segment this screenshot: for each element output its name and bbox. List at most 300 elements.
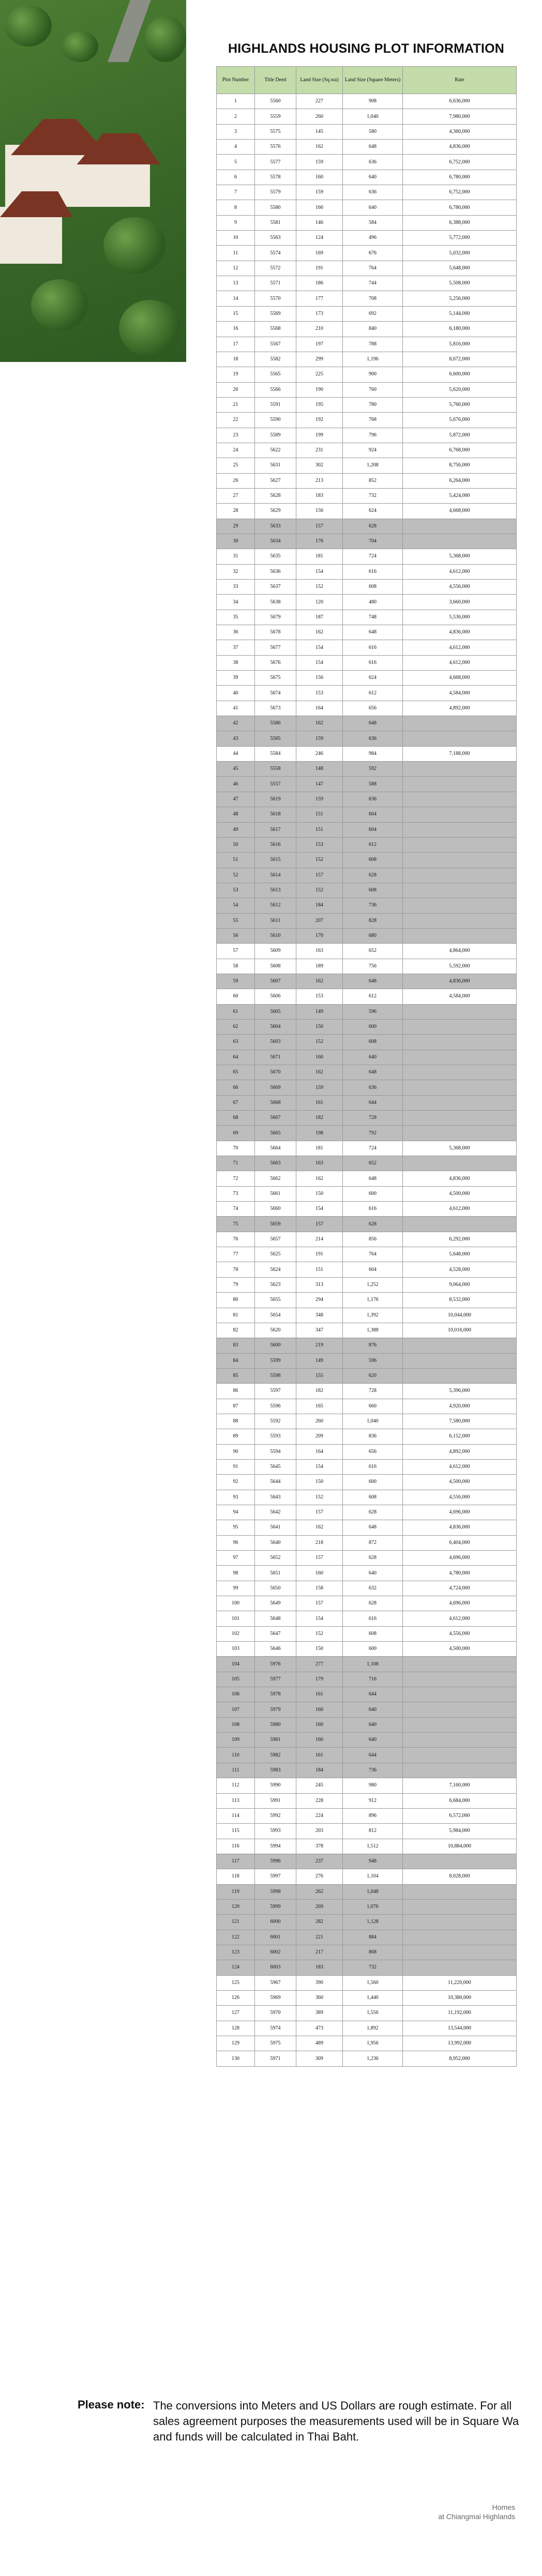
cell-title-deed: 5978: [255, 1687, 296, 1702]
cell-land-size-sqwa: 299: [296, 352, 343, 367]
cell-land-size-sqm: 608: [343, 1626, 403, 1641]
note-label: Please note:: [78, 2398, 145, 2411]
cell-title-deed: 5591: [255, 397, 296, 412]
table-row: [217, 1626, 517, 1641]
table-row: [217, 170, 517, 185]
table-row: [217, 1884, 517, 1899]
header-land-size-sqm: Land Size (Square Meters): [343, 67, 403, 94]
cell-land-size-sqwa: 157: [296, 868, 343, 883]
cell-land-size-sqm: 1,176: [343, 1293, 403, 1308]
cell-rate: 4,696,000: [403, 1596, 517, 1611]
cell-land-size-sqm: 692: [343, 306, 403, 321]
cell-plot-number: 4: [217, 140, 255, 155]
cell-title-deed: 5590: [255, 413, 296, 428]
cell-land-size-sqwa: 162: [296, 1171, 343, 1186]
cell-land-size-sqwa: 282: [296, 1915, 343, 1930]
cell-title-deed: 5623: [255, 1277, 296, 1292]
cell-land-size-sqm: 1,560: [343, 1975, 403, 1990]
cell-rate: 4,836,000: [403, 1520, 517, 1535]
cell-plot-number: 45: [217, 762, 255, 777]
cell-title-deed: 5569: [255, 306, 296, 321]
table-row: [217, 1459, 517, 1474]
cell-rate: [403, 1702, 517, 1717]
cell-title-deed: 5650: [255, 1581, 296, 1596]
cell-land-size-sqm: 628: [343, 1505, 403, 1520]
table-row: [217, 1945, 517, 1960]
cell-plot-number: 95: [217, 1520, 255, 1535]
cell-land-size-sqm: 896: [343, 1808, 403, 1823]
cell-land-size-sqm: 876: [343, 1338, 403, 1353]
cell-title-deed: 5977: [255, 1672, 296, 1687]
cell-land-size-sqwa: 219: [296, 1338, 343, 1353]
table-row: [217, 1217, 517, 1232]
cell-land-size-sqm: 756: [343, 959, 403, 974]
cell-rate: 10,380,000: [403, 1990, 517, 2005]
cell-title-deed: 5651: [255, 1566, 296, 1581]
cell-land-size-sqwa: 378: [296, 1839, 343, 1854]
cell-title-deed: 5668: [255, 1095, 296, 1110]
cell-land-size-sqwa: 152: [296, 883, 343, 898]
cell-plot-number: 123: [217, 1945, 255, 1960]
cell-title-deed: 5638: [255, 595, 296, 610]
cell-land-size-sqwa: 309: [296, 2051, 343, 2066]
table-row: [217, 1733, 517, 1748]
table-row: [217, 1642, 517, 1657]
cell-land-size-sqm: 764: [343, 1247, 403, 1262]
cell-plot-number: 29: [217, 519, 255, 534]
cell-plot-number: 1: [217, 94, 255, 109]
table-row: [217, 1065, 517, 1080]
cell-plot-number: 91: [217, 1459, 255, 1474]
table-row: [217, 1019, 517, 1034]
cell-land-size-sqm: 796: [343, 428, 403, 443]
table-row: [217, 2051, 517, 2066]
cell-land-size-sqwa: 154: [296, 640, 343, 655]
cell-plot-number: 109: [217, 1733, 255, 1748]
table-row: [217, 291, 517, 306]
table-row: [217, 1080, 517, 1095]
cell-land-size-sqm: 748: [343, 610, 403, 625]
cell-land-size-sqwa: 360: [296, 1990, 343, 2005]
cell-land-size-sqwa: 154: [296, 1611, 343, 1626]
cell-land-size-sqm: 648: [343, 625, 403, 640]
footer-line-2: at Chiangmai Highlands: [438, 2512, 515, 2521]
cell-title-deed: 6001: [255, 1930, 296, 1945]
cell-rate: [403, 1080, 517, 1095]
cell-rate: [403, 1050, 517, 1065]
cell-land-size-sqwa: 156: [296, 671, 343, 686]
cell-rate: 4,892,000: [403, 701, 517, 716]
table-row: [217, 276, 517, 291]
table-row: [217, 1035, 517, 1050]
cell-land-size-sqm: 856: [343, 1232, 403, 1247]
cell-land-size-sqwa: 151: [296, 1262, 343, 1277]
cell-land-size-sqm: 496: [343, 231, 403, 246]
cell-land-size-sqm: 612: [343, 686, 403, 701]
cell-plot-number: 82: [217, 1323, 255, 1338]
cell-title-deed: 5581: [255, 215, 296, 230]
table-row: [217, 140, 517, 155]
cell-title-deed: 5570: [255, 291, 296, 306]
cell-title-deed: 5997: [255, 1869, 296, 1884]
cell-land-size-sqwa: 160: [296, 1717, 343, 1732]
table-row: [217, 382, 517, 397]
table-row: [217, 397, 517, 412]
cell-land-size-sqm: 1,388: [343, 1323, 403, 1338]
cell-land-size-sqwa: 169: [296, 246, 343, 261]
cell-land-size-sqwa: 151: [296, 807, 343, 822]
cell-land-size-sqwa: 157: [296, 1217, 343, 1232]
cell-land-size-sqwa: 170: [296, 928, 343, 943]
table-row: [217, 716, 517, 731]
cell-land-size-sqwa: 161: [296, 1687, 343, 1702]
cell-land-size-sqm: 480: [343, 595, 403, 610]
cell-plot-number: 129: [217, 2036, 255, 2051]
cell-rate: [403, 1368, 517, 1383]
cell-land-size-sqm: 636: [343, 185, 403, 200]
cell-plot-number: 114: [217, 1808, 255, 1823]
cell-land-size-sqm: 736: [343, 1763, 403, 1778]
cell-land-size-sqm: 640: [343, 1733, 403, 1748]
cell-land-size-sqwa: 159: [296, 185, 343, 200]
cell-land-size-sqwa: 159: [296, 155, 343, 170]
cell-rate: [403, 1748, 517, 1763]
cell-rate: 4,584,000: [403, 686, 517, 701]
cell-plot-number: 28: [217, 504, 255, 519]
cell-plot-number: 58: [217, 959, 255, 974]
cell-land-size-sqwa: 224: [296, 1808, 343, 1823]
cell-rate: [403, 1338, 517, 1353]
cell-land-size-sqm: 608: [343, 853, 403, 868]
cell-rate: 5,368,000: [403, 549, 517, 564]
cell-rate: 4,892,000: [403, 1444, 517, 1459]
cell-plot-number: 9: [217, 215, 255, 230]
cell-land-size-sqwa: 225: [296, 367, 343, 382]
cell-land-size-sqm: 744: [343, 276, 403, 291]
cell-rate: 4,836,000: [403, 625, 517, 640]
cell-plot-number: 42: [217, 716, 255, 731]
cell-rate: 6,152,000: [403, 1429, 517, 1444]
cell-rate: [403, 807, 517, 822]
cell-plot-number: 48: [217, 807, 255, 822]
cell-land-size-sqwa: 473: [296, 2021, 343, 2036]
cell-rate: 6,752,000: [403, 155, 517, 170]
cell-land-size-sqm: 644: [343, 1095, 403, 1110]
cell-land-size-sqm: 724: [343, 1141, 403, 1156]
cell-title-deed: 5612: [255, 898, 296, 913]
table-row: [217, 580, 517, 595]
cell-rate: 5,256,000: [403, 291, 517, 306]
cell-land-size-sqwa: 231: [296, 443, 343, 458]
table-row: [217, 1141, 517, 1156]
cell-title-deed: 5574: [255, 246, 296, 261]
table-row: [217, 1687, 517, 1702]
cell-land-size-sqwa: 191: [296, 261, 343, 276]
cell-land-size-sqm: 1,108: [343, 1657, 403, 1672]
cell-plot-number: 101: [217, 1611, 255, 1626]
cell-land-size-sqm: 868: [343, 1945, 403, 1960]
table-row: [217, 504, 517, 519]
cell-rate: 6,780,000: [403, 170, 517, 185]
cell-rate: [403, 534, 517, 549]
cell-plot-number: 97: [217, 1551, 255, 1566]
table-row: [217, 1444, 517, 1459]
cell-land-size-sqwa: 162: [296, 1520, 343, 1535]
cell-land-size-sqm: 1,556: [343, 2006, 403, 2021]
cell-land-size-sqm: 640: [343, 1702, 403, 1717]
cell-rate: [403, 1035, 517, 1050]
cell-land-size-sqwa: 191: [296, 1247, 343, 1262]
cell-title-deed: 5617: [255, 822, 296, 837]
cell-rate: 7,188,000: [403, 746, 517, 761]
cell-land-size-sqm: 788: [343, 337, 403, 352]
cell-land-size-sqwa: 120: [296, 595, 343, 610]
cell-rate: 4,556,000: [403, 1490, 517, 1505]
cell-land-size-sqm: 1,392: [343, 1308, 403, 1323]
cell-plot-number: 119: [217, 1884, 255, 1899]
cell-land-size-sqwa: 189: [296, 959, 343, 974]
cell-land-size-sqm: 652: [343, 944, 403, 959]
table-row: [217, 1808, 517, 1823]
cell-land-size-sqwa: 228: [296, 1793, 343, 1808]
cell-title-deed: 5982: [255, 1748, 296, 1763]
cell-title-deed: 5578: [255, 170, 296, 185]
cell-title-deed: 5679: [255, 610, 296, 625]
photo-tree: [62, 31, 98, 62]
cell-plot-number: 44: [217, 746, 255, 761]
table-row: [217, 1763, 517, 1778]
cell-land-size-sqwa: 210: [296, 322, 343, 337]
cell-plot-number: 20: [217, 382, 255, 397]
table-header-row: [217, 67, 517, 94]
cell-plot-number: 38: [217, 655, 255, 670]
cell-land-size-sqm: 1,048: [343, 1884, 403, 1899]
table-row: [217, 1095, 517, 1110]
cell-land-size-sqm: 640: [343, 170, 403, 185]
table-row: [217, 1535, 517, 1550]
cell-plot-number: 100: [217, 1596, 255, 1611]
table-row: [217, 1566, 517, 1581]
cell-land-size-sqwa: 199: [296, 428, 343, 443]
cell-rate: 6,404,000: [403, 1535, 517, 1550]
cell-plot-number: 32: [217, 564, 255, 579]
cell-title-deed: 5618: [255, 807, 296, 822]
cell-title-deed: 5584: [255, 746, 296, 761]
cell-plot-number: 46: [217, 777, 255, 792]
cell-rate: [403, 1717, 517, 1732]
cell-plot-number: 94: [217, 1505, 255, 1520]
table-row: [217, 1384, 517, 1399]
table-row: [217, 246, 517, 261]
cell-plot-number: 67: [217, 1095, 255, 1110]
cell-plot-number: 71: [217, 1156, 255, 1171]
cell-rate: [403, 777, 517, 792]
cell-rate: 5,648,000: [403, 1247, 517, 1262]
cell-land-size-sqm: 580: [343, 124, 403, 139]
cell-title-deed: 5563: [255, 231, 296, 246]
cell-rate: 11,192,000: [403, 2006, 517, 2021]
cell-rate: 4,668,000: [403, 671, 517, 686]
cell-land-size-sqwa: 162: [296, 625, 343, 640]
cell-title-deed: 5608: [255, 959, 296, 974]
cell-plot-number: 74: [217, 1202, 255, 1217]
cell-land-size-sqm: 604: [343, 807, 403, 822]
cell-land-size-sqwa: 214: [296, 1232, 343, 1247]
table-row: [217, 686, 517, 701]
cell-rate: [403, 837, 517, 852]
cell-land-size-sqwa: 190: [296, 382, 343, 397]
cell-land-size-sqwa: 160: [296, 1702, 343, 1717]
table-row: [217, 1277, 517, 1292]
cell-land-size-sqm: 588: [343, 777, 403, 792]
table-row: [217, 913, 517, 928]
cell-rate: 4,556,000: [403, 1626, 517, 1641]
table-row: [217, 1839, 517, 1854]
cell-rate: [403, 1004, 517, 1019]
cell-title-deed: 5674: [255, 686, 296, 701]
cell-land-size-sqwa: 184: [296, 898, 343, 913]
cell-rate: [403, 1126, 517, 1141]
cell-land-size-sqm: 640: [343, 1717, 403, 1732]
table-row: [217, 746, 517, 761]
cell-plot-number: 62: [217, 1019, 255, 1034]
header-plot-number: Plot Number: [217, 67, 255, 94]
cell-land-size-sqm: 656: [343, 1444, 403, 1459]
table-row: [217, 322, 517, 337]
cell-plot-number: 122: [217, 1930, 255, 1945]
cell-land-size-sqwa: 160: [296, 200, 343, 215]
table-row: [217, 413, 517, 428]
table-row: [217, 1126, 517, 1141]
table-row: [217, 868, 517, 883]
cell-rate: [403, 928, 517, 943]
table-row: [217, 443, 517, 458]
cell-rate: 5,424,000: [403, 488, 517, 503]
cell-land-size-sqm: 604: [343, 1262, 403, 1277]
cell-rate: 4,612,000: [403, 564, 517, 579]
cell-land-size-sqwa: 162: [296, 974, 343, 989]
cell-land-size-sqm: 620: [343, 1368, 403, 1383]
photo-tree: [5, 5, 52, 47]
cell-land-size-sqwa: 187: [296, 610, 343, 625]
cell-title-deed: 5677: [255, 640, 296, 655]
cell-rate: 9,064,000: [403, 1277, 517, 1292]
cell-land-size-sqwa: 150: [296, 1642, 343, 1657]
header-title-deed: Title Deed: [255, 67, 296, 94]
cell-land-size-sqm: 1,236: [343, 2051, 403, 2066]
cell-rate: 5,508,000: [403, 276, 517, 291]
cell-title-deed: 5613: [255, 883, 296, 898]
cell-land-size-sqm: 644: [343, 1687, 403, 1702]
cell-land-size-sqm: 728: [343, 1111, 403, 1126]
cell-land-size-sqwa: 165: [296, 1399, 343, 1414]
cell-title-deed: 6002: [255, 1945, 296, 1960]
cell-title-deed: 5589: [255, 428, 296, 443]
cell-plot-number: 85: [217, 1368, 255, 1383]
table-row: [217, 1171, 517, 1186]
cell-title-deed: 5599: [255, 1353, 296, 1368]
cell-land-size-sqm: 604: [343, 822, 403, 837]
cell-title-deed: 5576: [255, 140, 296, 155]
cell-land-size-sqm: 872: [343, 1535, 403, 1550]
cell-title-deed: 5975: [255, 2036, 296, 2051]
cell-land-size-sqm: 760: [343, 382, 403, 397]
cell-plot-number: 11: [217, 246, 255, 261]
table-row: [217, 595, 517, 610]
cell-rate: 5,984,000: [403, 1824, 517, 1839]
table-row: [217, 1915, 517, 1930]
cell-land-size-sqwa: 163: [296, 944, 343, 959]
cell-plot-number: 104: [217, 1657, 255, 1672]
table-row: [217, 1611, 517, 1626]
cell-land-size-sqwa: 162: [296, 140, 343, 155]
cell-land-size-sqm: 640: [343, 1050, 403, 1065]
cell-land-size-sqwa: 182: [296, 1111, 343, 1126]
cell-land-size-sqm: 792: [343, 1126, 403, 1141]
cell-rate: 3,660,000: [403, 595, 517, 610]
cell-plot-number: 86: [217, 1384, 255, 1399]
cell-title-deed: 5628: [255, 488, 296, 503]
cell-title-deed: 5667: [255, 1111, 296, 1126]
cell-land-size-sqm: 980: [343, 1778, 403, 1793]
cell-land-size-sqwa: 489: [296, 2036, 343, 2051]
cell-land-size-sqwa: 159: [296, 1080, 343, 1095]
cell-rate: 4,584,000: [403, 989, 517, 1004]
cell-land-size-sqwa: 160: [296, 170, 343, 185]
cell-land-size-sqm: 1,196: [343, 352, 403, 367]
cell-title-deed: 5645: [255, 1459, 296, 1474]
cell-plot-number: 106: [217, 1687, 255, 1702]
table-row: [217, 1262, 517, 1277]
cell-rate: [403, 1733, 517, 1748]
cell-land-size-sqm: 728: [343, 1384, 403, 1399]
cell-title-deed: 5967: [255, 1975, 296, 1990]
cell-title-deed: 5649: [255, 1596, 296, 1611]
cell-title-deed: 5664: [255, 1141, 296, 1156]
photo-tree: [31, 279, 88, 331]
cell-land-size-sqwa: 161: [296, 1748, 343, 1763]
cell-land-size-sqm: 600: [343, 1475, 403, 1490]
cell-title-deed: 5559: [255, 109, 296, 124]
cell-land-size-sqwa: 149: [296, 1353, 343, 1368]
cell-land-size-sqm: 1,040: [343, 109, 403, 124]
table-row: [217, 807, 517, 822]
cell-rate: 6,572,000: [403, 1808, 517, 1823]
cell-title-deed: 5620: [255, 1323, 296, 1338]
table-row: [217, 1824, 517, 1839]
header-land-size-sqwa: Land Size (Sq.wa): [296, 67, 343, 94]
table-row: [217, 1672, 517, 1687]
cell-rate: 4,360,000: [403, 124, 517, 139]
cell-rate: [403, 913, 517, 928]
cell-rate: 4,612,000: [403, 1611, 517, 1626]
cell-land-size-sqm: 628: [343, 868, 403, 883]
cell-rate: 4,500,000: [403, 1475, 517, 1490]
cell-plot-number: 115: [217, 1824, 255, 1839]
cell-land-size-sqwa: 152: [296, 580, 343, 595]
cell-title-deed: 6003: [255, 1960, 296, 1975]
table-row: [217, 337, 517, 352]
table-row: [217, 837, 517, 852]
cell-plot-number: 10: [217, 231, 255, 246]
cell-rate: [403, 822, 517, 837]
cell-plot-number: 63: [217, 1035, 255, 1050]
cell-land-size-sqm: 652: [343, 1156, 403, 1171]
cell-rate: 13,544,000: [403, 2021, 517, 2036]
cell-title-deed: 5976: [255, 1657, 296, 1672]
cell-title-deed: 6000: [255, 1915, 296, 1930]
table-row: [217, 1475, 517, 1490]
